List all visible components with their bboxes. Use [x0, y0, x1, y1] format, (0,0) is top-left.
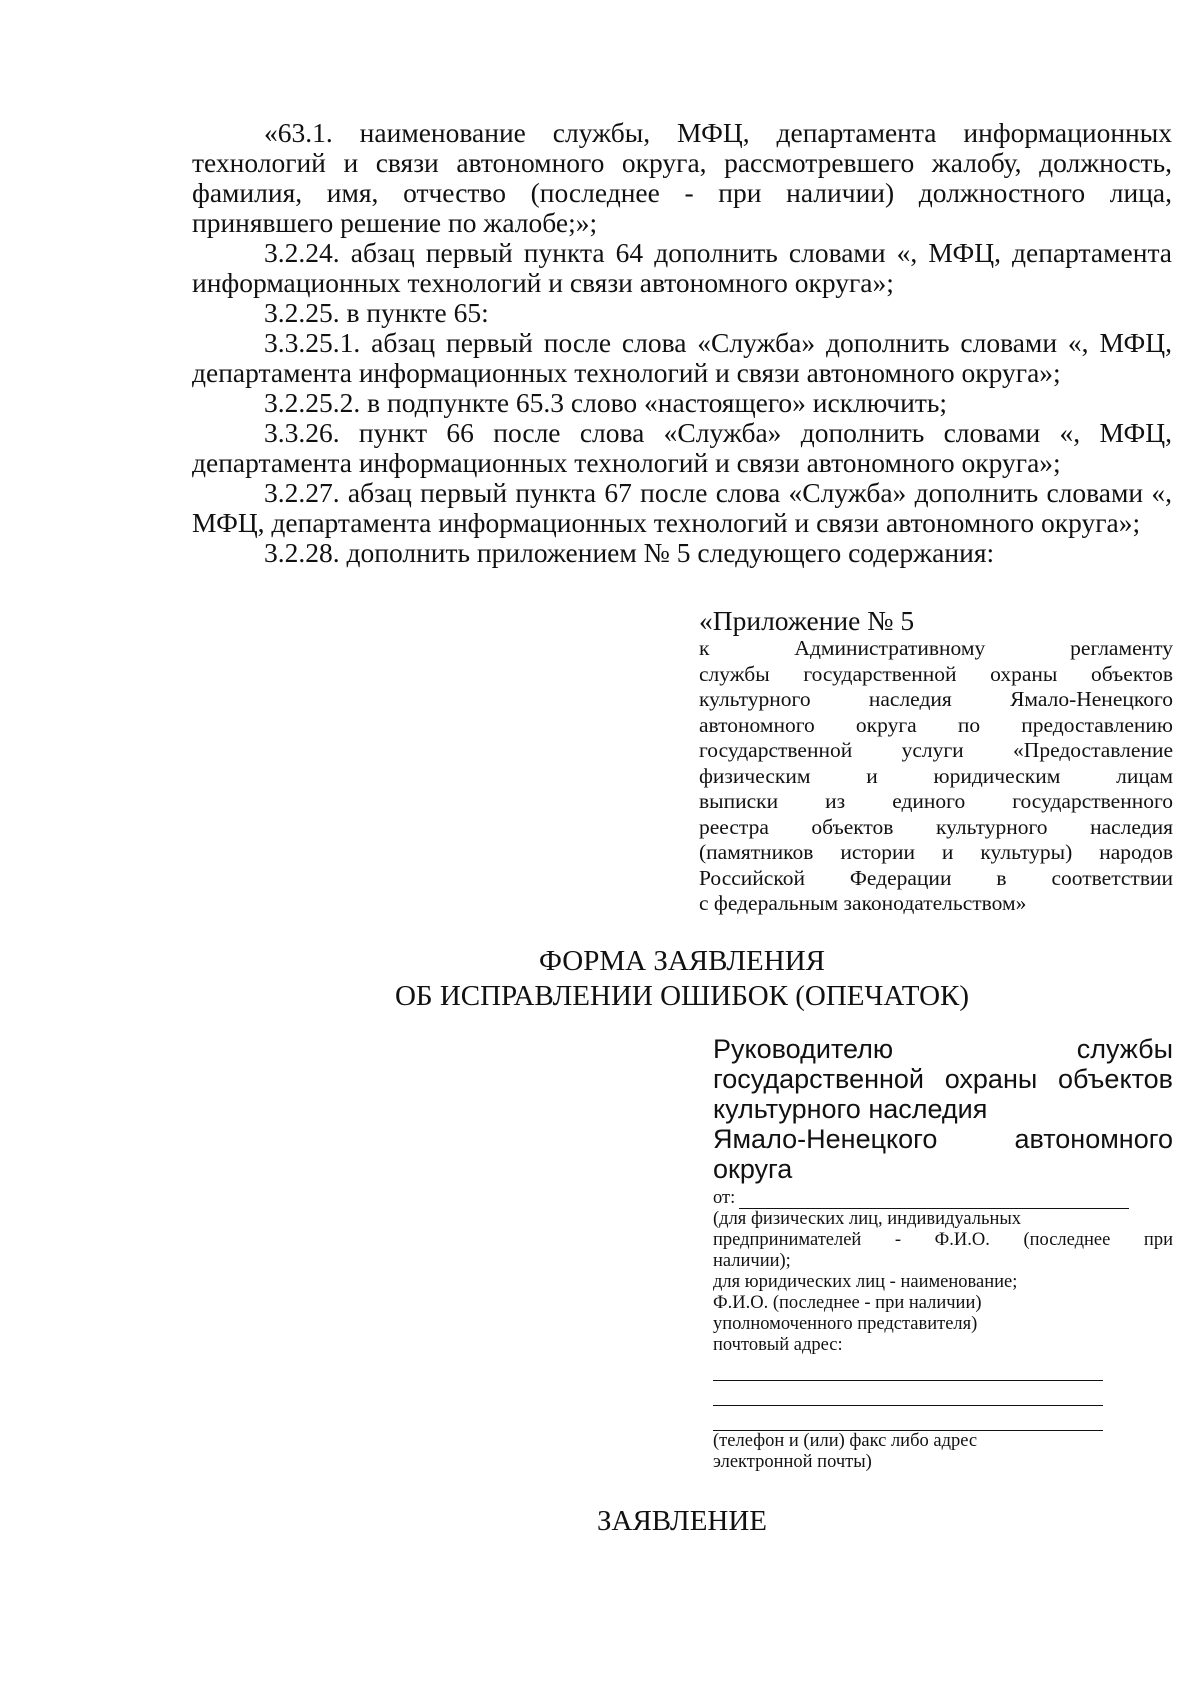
paragraph-3-2-25-2: 3.2.25.2. в подпункте 65.3 слово «настоящего» исключить; [264, 387, 948, 418]
annex-line: с федеральным законодательством» [699, 891, 1027, 915]
paragraph-3-2-25: 3.2.25. в пункте 65: [264, 297, 489, 328]
annex-header [699, 606, 1173, 917]
annex-title: «Приложение № 5 [699, 605, 915, 636]
annex-line: Российской Федерации в соответствии [699, 865, 1173, 890]
from-fill-line[interactable] [739, 1192, 1129, 1209]
annex-line: автономного округа по предоставлению [699, 712, 1173, 737]
annex-line: государственной услуги «Предоставление [699, 738, 1173, 762]
form-title-line-1: ФОРМА ЗАЯВЛЕНИЯ [539, 945, 825, 977]
addressee-line: Руководителю службы [713, 1034, 1173, 1064]
postal-address-line[interactable] [713, 1356, 1103, 1381]
addressee-line: Ямало-Ненецкого автономного [713, 1124, 1173, 1154]
annex-line: физическим и юридическим лицам [699, 763, 1173, 788]
contact-line[interactable] [713, 1406, 1103, 1431]
addressee-line: государственной охраны объектов [713, 1064, 1173, 1094]
annex-line: реестра объектов культурного наследия [699, 814, 1173, 839]
contact-note: электронной почты) [713, 1452, 872, 1472]
paragraph-3-3-25-1: 3.3.25.1. абзац первый после слова «Служба» дополнить словами «, МФЦ, департамента информационных технологий и связи автономного округа»; [192, 327, 1172, 388]
paragraph-3-2-28: 3.2.28. дополнить приложением № 5 следующего содержания: [264, 537, 995, 568]
postal-address-line[interactable] [713, 1381, 1103, 1406]
form-title-line-2: ОБ ИСПРАВЛЕНИИ ОШИБОК (ОПЕЧАТОК) [394, 980, 970, 1012]
addressee-block [713, 1034, 1173, 1184]
paragraph-3-2-24: 3.2.24. абзац первый пункта 64 дополнить словами «, МФЦ, департамента информационных технологий и связи автономного округа»; [192, 237, 1172, 298]
legal-entity-note: Ф.И.О. (последнее - при наличии) [713, 1293, 982, 1313]
legal-entity-note: для юридических лиц - наименование; [713, 1272, 1018, 1292]
annex-line: (памятников истории и культуры) народов [699, 840, 1173, 864]
contact-note: (телефон и (или) факс либо адрес [713, 1431, 978, 1451]
from-label: от: [713, 1188, 736, 1208]
annex-line: службы государственной охраны объектов [699, 661, 1173, 686]
sender-block [713, 1188, 1173, 1473]
application-heading: ЗАЯВЛЕНИЕ [596, 1505, 768, 1537]
paragraph-63-1: «63.1. наименование службы, МФЦ, департамента информационных технологий и связи автономного округа, рассмотревшего жалобу, должность, фамилия, имя, отчество (последнее - при наличии) должностного лица, принявшего решение по жалобе;»; [192, 117, 1172, 238]
postal-address-label: почтовый адрес: [713, 1335, 843, 1355]
annex-line: культурного наследия Ямало-Ненецкого [699, 687, 1173, 711]
individual-note: (для физических лиц, индивидуальных [713, 1209, 1022, 1229]
form-title [192, 944, 1172, 1014]
individual-note: наличии); [713, 1251, 791, 1271]
addressee-line: округа [713, 1154, 793, 1184]
addressee-line: культурного наследия [713, 1094, 988, 1124]
annex-line: к Административному регламенту [699, 636, 1173, 660]
individual-note: предпринимателей - Ф.И.О. (последнее при [713, 1230, 1173, 1250]
amendments-text [192, 118, 1172, 568]
paragraph-3-3-26: 3.3.26. пункт 66 после слова «Служба» дополнить словами «, МФЦ, департамента информационных технологий и связи автономного округа»; [192, 417, 1172, 478]
annex-line: выписки из единого государственного [699, 789, 1173, 813]
from-row [713, 1188, 1173, 1209]
paragraph-3-2-27: 3.2.27. абзац первый пункта 67 после слова «Служба» дополнить словами «, МФЦ, департамента информационных технологий и связи автономного округа»; [192, 477, 1172, 538]
legal-entity-note: уполномоченного представителя) [713, 1314, 978, 1334]
